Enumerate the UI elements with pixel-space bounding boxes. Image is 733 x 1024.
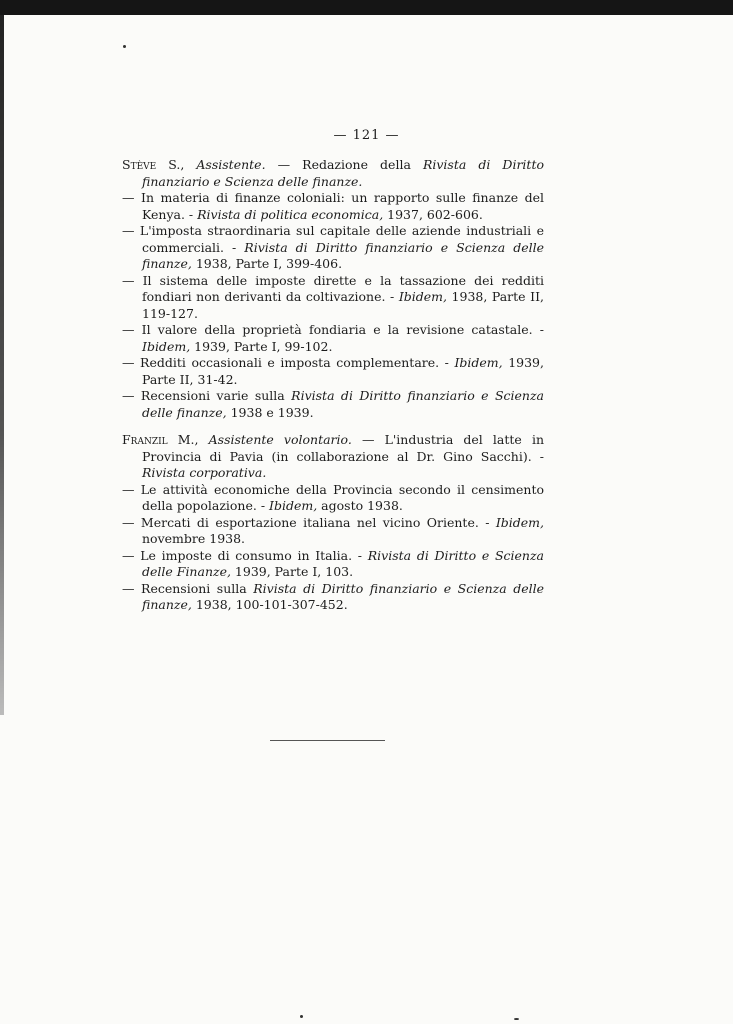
entry-text: — Recensioni varie sulla bbox=[122, 388, 292, 403]
scan-speck bbox=[123, 45, 126, 48]
entry-text: 1938, Parte II, 119-127. bbox=[142, 289, 544, 321]
entry-text: 1938, Parte I, 399-406. bbox=[191, 256, 343, 271]
bibliography-section bbox=[122, 157, 544, 421]
entry-text: — Redditi occasionali e imposta complementare. - bbox=[122, 355, 455, 370]
scan-left-edge bbox=[0, 15, 4, 715]
italic-text: Rivista di politica economica, bbox=[197, 206, 384, 222]
italic-text: Assistente volontario. bbox=[208, 432, 352, 447]
italic-text: Ibidem, bbox=[269, 498, 318, 513]
bibliography-entry bbox=[122, 482, 544, 515]
bibliography-entry bbox=[122, 190, 544, 223]
entry-text: — Le attività economiche della Provincia secondo il censimento della popolazione. - bbox=[122, 481, 544, 513]
bibliography-entry bbox=[122, 388, 544, 421]
entry-text: — Il valore della proprietà fondiaria e la revisione catastale. - bbox=[122, 322, 544, 337]
entry-text: 1938, 100-101-307-452. bbox=[191, 597, 348, 612]
italic-text: Ibidem, bbox=[495, 514, 544, 530]
italic-text: Ibidem, bbox=[398, 289, 447, 304]
scan-speck bbox=[300, 1015, 303, 1018]
entry-text: novembre 1938. bbox=[142, 531, 246, 546]
italic-text: Rivista di Diritto finanziario e Scienza delle finanze. bbox=[142, 157, 544, 189]
entry-text: 1939, Parte II, 31-42. bbox=[142, 355, 544, 387]
bibliography-content bbox=[122, 157, 544, 625]
scan-speck bbox=[514, 1018, 519, 1020]
entry-text: — Le imposte di consumo in Italia. - bbox=[122, 547, 368, 563]
italic-text: Rivista di Diritto e Scienza delle Finanze, bbox=[142, 547, 544, 579]
entry-text: 1939, Parte I, 99-102. bbox=[190, 338, 333, 354]
entry-text: , bbox=[180, 157, 197, 172]
entry-text: agosto 1938. bbox=[317, 498, 403, 513]
entry-text: — In materia di finanze coloniali: un rapporto sulle finanze del Kenya. - bbox=[122, 190, 544, 222]
entry-text: , bbox=[194, 432, 209, 447]
bibliography-entry bbox=[122, 432, 544, 482]
bibliography-entry bbox=[122, 355, 544, 388]
italic-text: Rivista di Diritto finanziario e Scienza delle finanze, bbox=[142, 239, 544, 271]
bibliography-entry bbox=[122, 515, 544, 548]
entry-text: — Recensioni sulla bbox=[122, 580, 254, 596]
page-number: — 121 — bbox=[333, 128, 400, 143]
author-name: Franzil M. bbox=[122, 432, 195, 447]
bibliography-entry bbox=[122, 581, 544, 614]
scan-top-edge bbox=[0, 0, 733, 15]
end-rule bbox=[270, 740, 385, 741]
entry-text: — Mercati di esportazione italiana nel vicino Oriente. - bbox=[122, 514, 496, 530]
bibliography-section bbox=[122, 432, 544, 614]
bibliography-entry bbox=[122, 548, 544, 581]
italic-text: Ibidem, bbox=[454, 355, 503, 370]
bibliography-entry bbox=[122, 223, 544, 273]
bibliography-entry bbox=[122, 157, 544, 190]
author-name: Stève S. bbox=[122, 157, 181, 172]
italic-text: Rivista di Diritto finanziario e Scienza delle finanze, bbox=[142, 388, 544, 420]
bibliography-entry bbox=[122, 322, 544, 355]
bibliography-entry bbox=[122, 273, 544, 323]
entry-text: — Redazione della bbox=[265, 157, 423, 172]
entry-text: — Il sistema delle imposte dirette e la tassazione dei redditi fondiari non derivanti da coltivazione. - bbox=[122, 272, 544, 304]
entry-text: 1937, 602-606. bbox=[383, 206, 483, 222]
entry-text: — L'industria del latte in Provincia di Pavia (in collaborazione al Dr. Gino Sacchi). - bbox=[142, 432, 544, 464]
italic-text: Assistente. bbox=[196, 157, 266, 172]
entry-text: — L'imposta straordinaria sul capitale delle aziende industriali e commerciali. - bbox=[122, 223, 544, 255]
entry-text: 1938 e 1939. bbox=[226, 404, 314, 420]
italic-text: Rivista corporativa. bbox=[142, 465, 267, 480]
italic-text: Ibidem, bbox=[142, 338, 191, 354]
italic-text: Rivista di Diritto finanziario e Scienza delle finanze, bbox=[142, 580, 545, 612]
entry-text: 1939, Parte I, 103. bbox=[230, 564, 354, 579]
